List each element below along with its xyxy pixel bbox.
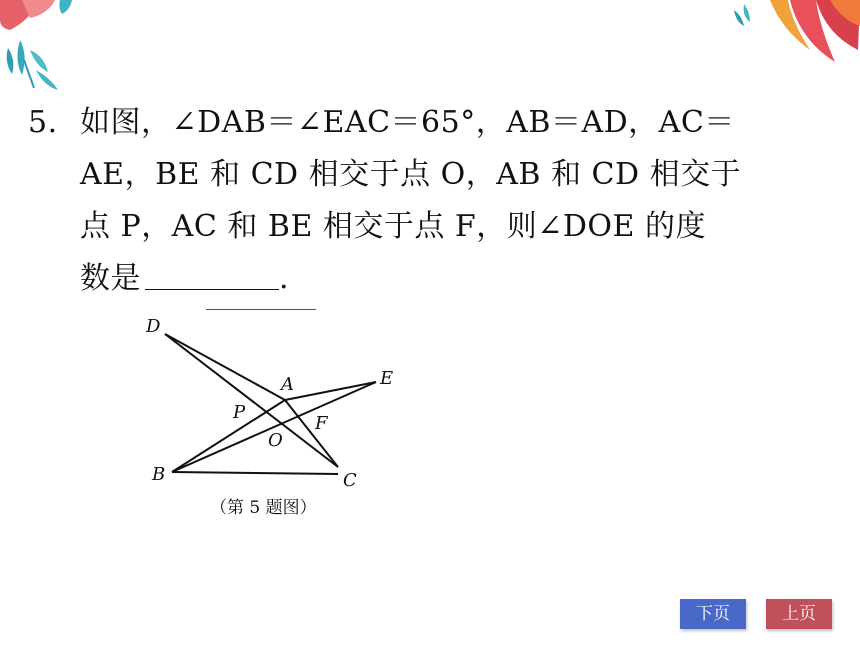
problem-line-2: AE，BE 和 CD 相交于点 O，AB 和 CD 相交于 — [80, 157, 742, 192]
segment-EB — [172, 382, 376, 472]
segment-AE — [285, 382, 376, 400]
label-D: D — [146, 316, 161, 337]
leaf-decoration-left — [0, 0, 90, 95]
leaf-decoration-right — [730, 0, 860, 75]
label-F: F — [315, 413, 328, 434]
problem-text-line-1: 如图，∠DAB＝∠EAC＝65°，AB＝AD，AC＝ — [80, 105, 735, 140]
segment-DB — [165, 334, 172, 472]
label-E: E — [380, 368, 394, 389]
problem-text-line-4: 数是 — [80, 261, 141, 296]
geometry-figure — [140, 312, 410, 522]
next-page-button[interactable]: 下页 — [680, 599, 746, 629]
label-O: O — [268, 430, 283, 451]
previous-page-button[interactable]: 上页 — [766, 599, 832, 629]
label-A: A — [281, 374, 294, 395]
problem-line-1 — [28, 103, 735, 143]
problem-period: . — [279, 261, 290, 296]
label-B: B — [152, 464, 166, 485]
label-C: C — [343, 470, 357, 491]
answer-blank — [145, 259, 279, 290]
answer-underline — [206, 309, 316, 310]
problem-line-4 — [80, 259, 289, 299]
label-P: P — [233, 402, 246, 423]
segment-BC — [172, 472, 338, 474]
figure-caption: （第 5 题图） — [210, 498, 317, 518]
segment-DA — [165, 334, 285, 400]
problem-line-3: 点 P，AC 和 BE 相交于点 F，则∠DOE 的度 — [80, 209, 706, 244]
segment-DC — [165, 334, 338, 467]
problem-number: 5. — [28, 105, 58, 140]
